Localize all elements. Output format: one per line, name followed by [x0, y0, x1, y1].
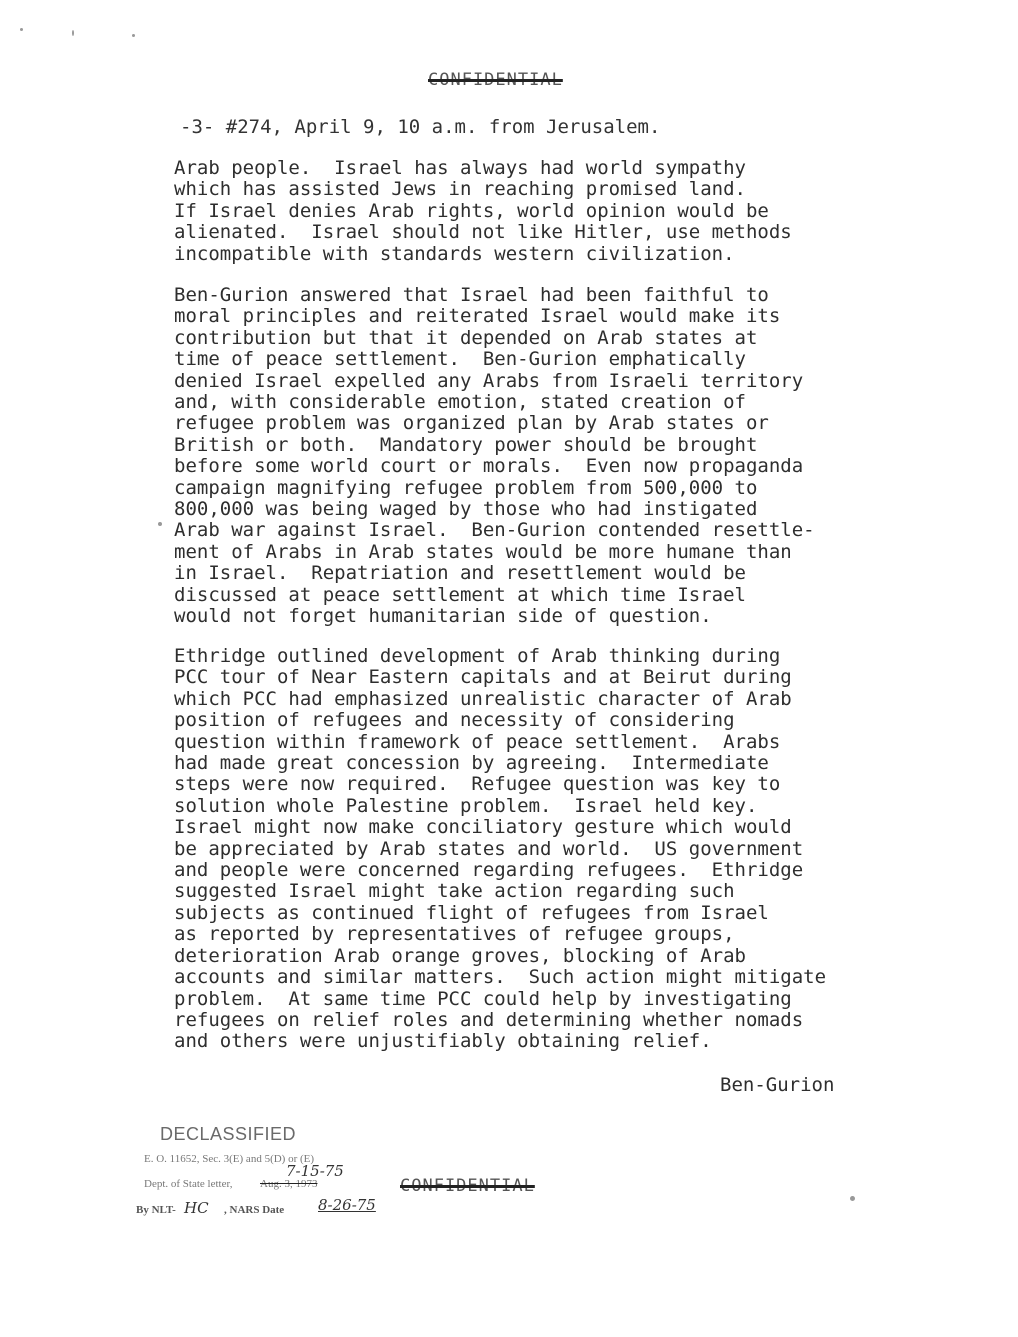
paper-speck	[72, 30, 74, 36]
text-line: Israel might now make conciliatory gesture which would	[174, 816, 792, 839]
classification-marking-bottom: CONFIDENTIAL	[400, 1176, 535, 1196]
text-line: incompatible with standards western civilization.	[174, 242, 735, 265]
text-line: solution whole Palestine problem. Israel held key.	[174, 794, 758, 817]
text-line: campaign magnifying refugee problem from 500,000 to	[174, 476, 758, 499]
paper-speck	[132, 34, 135, 37]
text-line: PCC tour of Near Eastern capitals and at Beirut during	[174, 666, 792, 689]
stamp-nlt-label: By NLT-	[136, 1204, 176, 1216]
text-line: subjects as continued flight of refugees from Israel	[174, 901, 769, 924]
paragraph-2	[174, 285, 815, 628]
paragraph-3	[174, 646, 826, 1053]
text-line: and people were concerned regarding refugees. Ethridge	[174, 859, 804, 882]
text-line: before some world court or morals. Even now propaganda	[174, 455, 804, 478]
text-line: denied Israel expelled any Arabs from Israeli territory	[174, 369, 804, 392]
text-line: position of refugees and necessity of considering	[174, 709, 735, 732]
text-line: which has assisted Jews in reaching promised land.	[174, 178, 746, 201]
paper-speck	[850, 1196, 855, 1201]
text-line: Arab people. Israel has always had world sympathy	[174, 157, 746, 179]
text-line: steps were now required. Refugee question was key to	[174, 773, 781, 796]
stamp-handwritten-initials: HC	[184, 1199, 209, 1217]
text-line: problem. At same time PCC could help by investigating	[174, 987, 792, 1010]
stamp-dept-line: Dept. of State letter,	[144, 1178, 233, 1190]
text-line: alienated. Israel should not like Hitler, use methods	[174, 221, 792, 244]
text-line: as reported by representatives of refugee groups,	[174, 923, 735, 946]
text-line: which PCC had emphasized unrealistic character of Arab	[174, 687, 792, 710]
text-line: would not forget humanitarian side of question.	[174, 605, 712, 628]
text-line: Arab war against Israel. Ben-Gurion contended resettle-	[174, 519, 815, 542]
text-line: in Israel. Repatriation and resettlement would be	[174, 562, 746, 585]
paragraph-1	[174, 158, 792, 265]
text-line: suggested Israel might take action regarding such	[174, 880, 735, 903]
text-line: refugees on relief roles and determining whether nomads	[174, 1008, 804, 1031]
text-line: If Israel denies Arab rights, world opinion would be	[174, 199, 769, 222]
text-line: had made great concession by agreeing. Intermediate	[174, 752, 769, 775]
text-line: contribution but that it depended on Arab states at	[174, 326, 758, 349]
text-line: time of peace settlement. Ben-Gurion emphatically	[174, 348, 746, 371]
classification-marking-top: CONFIDENTIAL	[428, 70, 563, 90]
paper-speck	[158, 522, 162, 526]
text-line: and, with considerable emotion, stated creation of	[174, 391, 746, 414]
text-line: discussed at peace settlement at which time Israel	[174, 583, 746, 606]
text-line: question within framework of peace settlement. Arabs	[174, 730, 781, 753]
text-line: British or both. Mandatory power should be brought	[174, 433, 758, 456]
stamp-nars-date-label: , NARS Date	[224, 1204, 285, 1216]
text-line: deterioration Arab orange groves, blocking of Arab	[174, 944, 746, 967]
text-line: 800,000 was being waged by those who had instigated	[174, 498, 758, 521]
stamp-struck-date: Aug. 3, 1973	[260, 1178, 318, 1190]
text-line: and others were unjustifiably obtaining relief.	[174, 1030, 712, 1053]
text-line: accounts and similar matters. Such action might mitigate	[174, 966, 827, 989]
signature-name: Ben-Gurion	[720, 1074, 835, 1096]
text-line: Ben-Gurion answered that Israel had been faithful to	[174, 284, 769, 306]
stamp-title: DECLASSIFIED	[160, 1124, 297, 1144]
stamp-handwritten-date-1: 7-15-75	[286, 1162, 344, 1180]
text-line: refugee problem was organized plan by Arab states or	[174, 412, 769, 435]
text-line: moral principles and reiterated Israel would make its	[174, 305, 781, 328]
paper-speck	[20, 28, 23, 31]
text-line: Ethridge outlined development of Arab thinking during	[174, 645, 781, 667]
stamp-eo-line: E. O. 11652, Sec. 3(E) and 5(D) or (E)	[144, 1153, 315, 1165]
telegram-header: -3- #274, April 9, 10 a.m. from Jerusalem.	[180, 116, 661, 138]
text-line: ment of Arabs in Arab states would be more humane than	[174, 540, 792, 563]
stamp-handwritten-date-2: 8-26-75	[318, 1196, 376, 1214]
text-line: be appreciated by Arab states and world. US government	[174, 837, 804, 860]
